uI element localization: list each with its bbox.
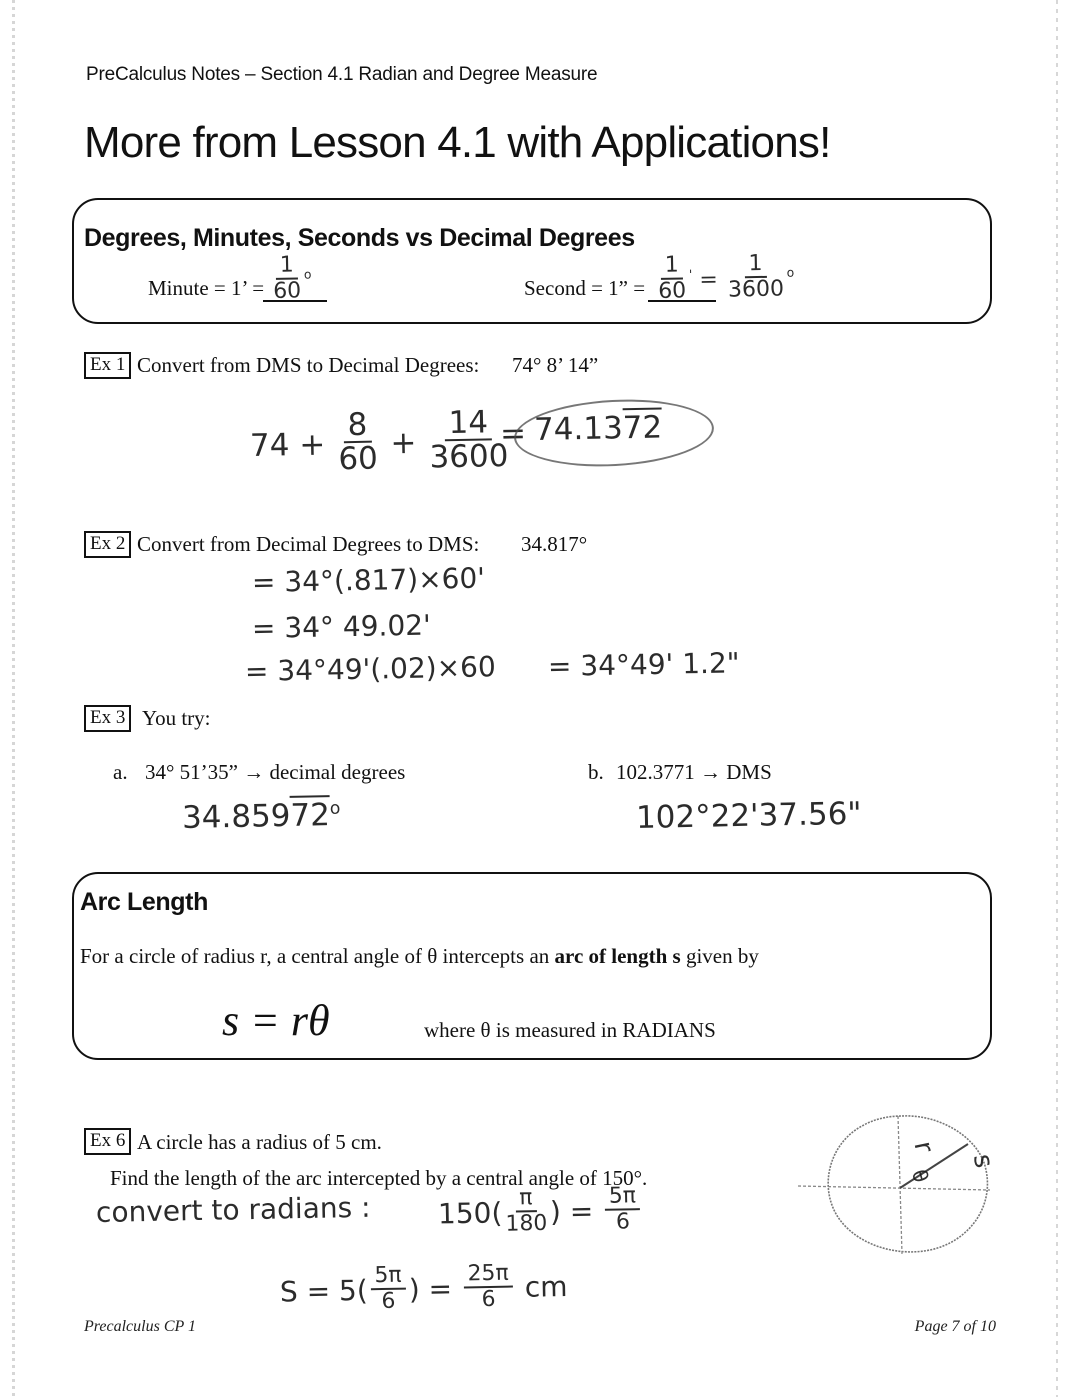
ex6-sol-answer-numerator: 25π bbox=[463, 1264, 512, 1289]
ex6-line-1: A circle has a radius of 5 cm. bbox=[137, 1130, 382, 1154]
ex3-prompt: You try: bbox=[142, 706, 211, 730]
ex6-sol-mid: ) = bbox=[408, 1272, 453, 1307]
ex2-work-line-3: = 34°49'(.02)×60 bbox=[244, 650, 497, 688]
radius-label: r bbox=[907, 1138, 940, 1156]
ex1-answer-circle-mark bbox=[512, 395, 715, 471]
arc-sentence-part1: For a circle of radius r, a central angle of θ intercepts an bbox=[80, 944, 555, 968]
ex1-frac2-denominator: 3600 bbox=[429, 438, 509, 476]
ex1-work-lead: 74 + bbox=[249, 426, 326, 465]
arc-sentence-bold: arc of length s bbox=[554, 944, 681, 968]
ex3-part-b-label: b. bbox=[588, 760, 604, 784]
ex1-handwritten-work bbox=[249, 404, 511, 480]
ex1-value: 74° 8’ 14” bbox=[512, 353, 599, 377]
ex2-prompt: Convert from Decimal Degrees to DMS: bbox=[137, 532, 480, 556]
second-frac1-unit: ' bbox=[688, 267, 693, 282]
ex6-sol-lead: S = 5( bbox=[279, 1273, 369, 1309]
ex6-convert-work bbox=[437, 1183, 644, 1239]
second-frac2-denominator: 3600 bbox=[727, 276, 785, 303]
circle-diagram-svg bbox=[790, 1108, 1020, 1258]
arc-length-note: where θ is measured in RADIANS bbox=[424, 1018, 716, 1042]
ex6-conv-mid: ) = bbox=[549, 1194, 594, 1229]
theta-label: θ bbox=[906, 1166, 934, 1186]
ex6-conv-answer-numerator: 5π bbox=[605, 1186, 640, 1210]
dms-definition-box bbox=[72, 198, 992, 324]
second-equals-sign: = bbox=[699, 267, 719, 293]
example-tag-ex3: Ex 3 bbox=[84, 705, 131, 732]
minute-denominator: 60 bbox=[272, 278, 302, 304]
ex6-solution-work bbox=[279, 1260, 568, 1317]
ex6-convert-label: convert to radians : bbox=[95, 1190, 371, 1229]
footer-right: Page 7 of 10 bbox=[914, 1318, 996, 1335]
example-tag-ex2: Ex 2 bbox=[84, 531, 131, 558]
ex2-work-line-1: = 34°(.817)×60' bbox=[251, 561, 486, 599]
ex1-prompt: Convert from DMS to Decimal Degrees: bbox=[137, 353, 480, 377]
ex6-conv-denominator: 180 bbox=[505, 1210, 548, 1237]
second-answer-handwritten bbox=[655, 250, 795, 305]
ex1-work-plus: + bbox=[390, 424, 417, 462]
ex6-line-2: Find the length of the arc intercepted by a central angle of 150°. bbox=[110, 1166, 648, 1190]
ex6-conv-numerator: π bbox=[515, 1188, 537, 1212]
ex3-part-b-answer: 102°22'37.56" bbox=[635, 795, 862, 836]
page-title: More from Lesson 4.1 with Applications! bbox=[84, 118, 831, 167]
minute-definition-label: Minute = 1’ = bbox=[148, 276, 265, 300]
ex1-answer-repeating: 72 bbox=[622, 409, 663, 447]
ex1-frac1-numerator: 8 bbox=[343, 411, 371, 444]
ex6-conv-answer-denominator: 6 bbox=[615, 1209, 631, 1235]
second-definition-label: Second = 1” = bbox=[524, 276, 646, 300]
arc-label: s bbox=[966, 1151, 999, 1171]
ex6-conv-lead: 150( bbox=[437, 1196, 503, 1231]
second-frac2-unit: o bbox=[786, 265, 795, 280]
circle-diagram bbox=[790, 1108, 1020, 1258]
ex2-value: 34.817° bbox=[521, 532, 588, 556]
arc-sentence-part2: given by bbox=[680, 944, 759, 968]
ex3-part-a-question: 34° 51’35” → decimal degrees bbox=[145, 760, 406, 784]
vertical-axis bbox=[898, 1116, 902, 1254]
ex3-part-a-label: a. bbox=[113, 760, 128, 784]
minute-answer-handwritten bbox=[270, 252, 312, 305]
footer-left: Precalculus CP 1 bbox=[84, 1318, 196, 1335]
ex6-sol-numerator: 5π bbox=[370, 1266, 405, 1290]
ex2-work-line-4: = 34°49' 1.2" bbox=[547, 646, 740, 683]
scan-edge-left bbox=[12, 0, 15, 1397]
horizontal-axis bbox=[798, 1186, 990, 1190]
ex6-sol-unit: cm bbox=[524, 1269, 568, 1304]
ex6-sol-denominator: 6 bbox=[381, 1288, 396, 1314]
ex6-sol-answer-denominator: 6 bbox=[481, 1286, 496, 1312]
ex1-answer-value: 74.13 bbox=[533, 410, 624, 448]
arc-length-formula: s = rθ bbox=[222, 996, 330, 1045]
ex3-a-answer-unit: o bbox=[329, 798, 341, 819]
ex3-a-answer-value: 34.859 bbox=[181, 797, 291, 836]
scan-edge-right bbox=[1056, 0, 1058, 1397]
ex1-frac2-numerator: 14 bbox=[444, 408, 492, 441]
ex3-a-answer-repeating: 72 bbox=[290, 797, 331, 834]
ex3-part-a-answer bbox=[182, 797, 341, 836]
example-tag-ex6: Ex 6 bbox=[84, 1128, 131, 1155]
example-tag-ex1: Ex 1 bbox=[84, 352, 131, 379]
document-header: PreCalculus Notes – Section 4.1 Radian and Degree Measure bbox=[86, 64, 598, 85]
ex1-frac1-denominator: 60 bbox=[338, 440, 379, 478]
minute-unit: o bbox=[303, 267, 312, 282]
arc-length-box-title: Arc Length bbox=[80, 888, 208, 916]
second-frac1-denominator: 60 bbox=[657, 278, 687, 304]
ex2-work-line-2: = 34° 49.02' bbox=[251, 608, 432, 645]
ex3-part-b-question: 102.3771 → DMS bbox=[616, 760, 772, 784]
dms-box-title: Degrees, Minutes, Seconds vs Decimal Degrees bbox=[84, 224, 635, 252]
second-frac1-numerator: 1 bbox=[661, 255, 683, 279]
second-frac2-numerator: 1 bbox=[744, 254, 766, 278]
minute-numerator: 1 bbox=[276, 255, 298, 279]
ex1-equals-sign: = bbox=[499, 415, 527, 452]
arc-length-sentence bbox=[80, 944, 759, 969]
